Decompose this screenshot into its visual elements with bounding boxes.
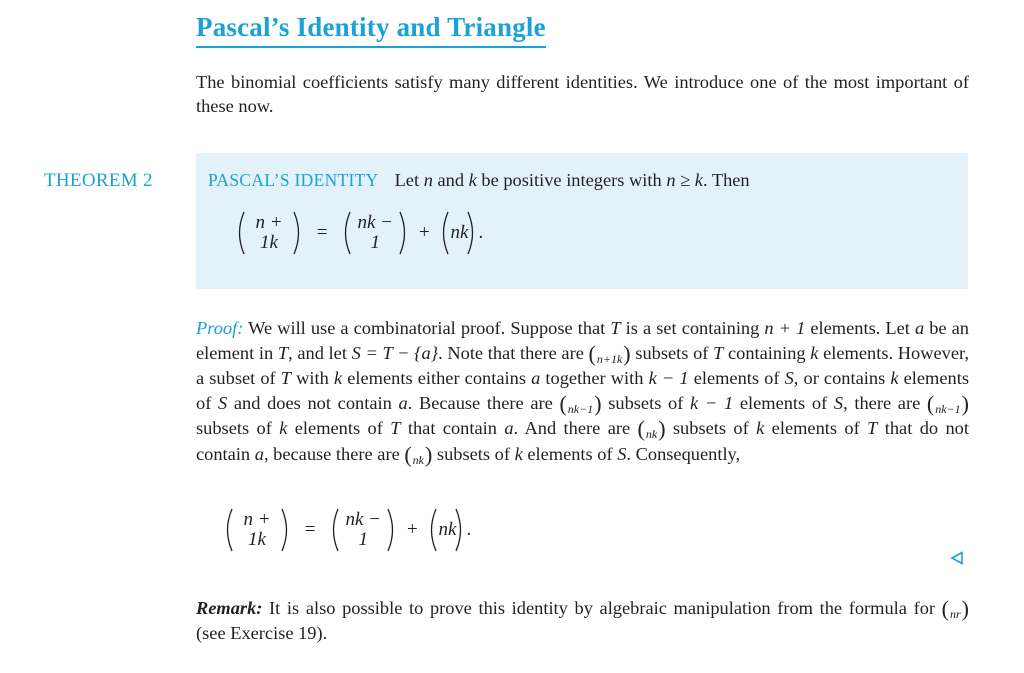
binomial-rhs xyxy=(450,222,469,244)
math-var: n xyxy=(423,170,433,190)
inline-binomial xyxy=(646,429,657,440)
equals-sign: = xyxy=(304,519,316,540)
binomial-bottom: k xyxy=(616,351,623,366)
binomial-bottom: k xyxy=(418,452,424,467)
math-var: a xyxy=(504,418,514,439)
binomial-lhs xyxy=(246,213,292,253)
binomial-top: n + 1 xyxy=(255,212,283,253)
math-var: S xyxy=(784,368,794,389)
binomial-top: n xyxy=(412,452,419,467)
binomial-top: n xyxy=(357,212,367,234)
theorem-name: PASCAL’S IDENTITY xyxy=(208,170,379,190)
math-var: a xyxy=(398,392,408,413)
proof-text: . Consequently, xyxy=(626,443,741,464)
plus-sign: + xyxy=(418,222,430,243)
proof-text: be an element in xyxy=(196,318,970,363)
binomial-top: n+1 xyxy=(596,351,617,366)
inline-binomial xyxy=(596,351,623,366)
proof-text: , because there are xyxy=(263,443,405,464)
math-var: k xyxy=(279,418,288,439)
left-paren-glyph: ( xyxy=(559,390,567,416)
math-expr: n + 1 xyxy=(764,318,806,338)
right-paren-icon xyxy=(454,507,466,553)
proof-text: containing xyxy=(723,342,811,363)
math-var: T xyxy=(277,342,289,363)
proof-text: . Because there are xyxy=(407,392,560,413)
binomial-bottom: k xyxy=(651,427,658,442)
end-of-proof-triangle-icon xyxy=(950,551,964,565)
right-paren-glyph: ) xyxy=(623,340,631,366)
math-var: T xyxy=(713,342,724,363)
right-paren-glyph: ) xyxy=(424,441,433,467)
binomial-top: n xyxy=(345,509,355,531)
theorem-text: . Then xyxy=(702,170,750,190)
proof-text: subsets of xyxy=(601,392,691,413)
left-paren-glyph: ( xyxy=(588,340,596,366)
proof-text: , or contains xyxy=(793,368,891,389)
proof-text: subsets of xyxy=(665,418,757,439)
binomial-bottom: r xyxy=(956,607,961,621)
left-paren-glyph: ( xyxy=(637,416,645,442)
math-var: k xyxy=(468,170,477,190)
left-paren-icon xyxy=(426,507,438,553)
proof-text: elements either contains xyxy=(342,368,532,389)
binomial-bottom: k−1 xyxy=(573,401,594,416)
math-var: k xyxy=(514,443,523,464)
math-var: k xyxy=(333,368,343,389)
binomial-mid xyxy=(340,510,386,550)
inline-binomial xyxy=(412,452,424,467)
math-var: k xyxy=(756,418,765,439)
math-var: T xyxy=(610,318,621,338)
equals-sign: = xyxy=(316,222,328,243)
proof-text: , there are xyxy=(843,392,927,413)
math-var: S xyxy=(833,392,844,413)
proof-text: subsets of xyxy=(432,443,515,464)
binomial-bottom: k xyxy=(269,232,278,253)
theorem-label: THEOREM 2 xyxy=(44,170,153,191)
binomial-bottom: k xyxy=(459,222,469,244)
section-title: Pascal’s Identity and Triangle xyxy=(196,12,546,48)
right-paren-icon xyxy=(292,210,304,256)
binomial-top: n xyxy=(935,401,942,416)
proof-text: elements of xyxy=(522,443,618,464)
proof-text: elements. However, a subset of xyxy=(196,342,970,389)
math-expr: k − 1 xyxy=(690,392,734,413)
proof-text: elements of xyxy=(287,418,391,439)
right-paren-glyph: ) xyxy=(658,416,666,442)
theorem-box xyxy=(196,153,968,289)
binomial-rhs xyxy=(438,519,457,541)
left-paren-icon xyxy=(234,210,246,256)
binomial-bottom: k xyxy=(257,529,266,550)
remark-paragraph xyxy=(196,596,969,645)
binomial-top: n xyxy=(567,401,574,416)
proof-text: elements. Let xyxy=(805,318,915,338)
right-paren-glyph: ) xyxy=(961,596,969,621)
proof-text: , and let xyxy=(288,342,352,363)
remark-text: It is also possible to prove this identity by algebraic manipulation from the formula for xyxy=(262,598,942,618)
binomial-bottom: k − 1 xyxy=(366,212,393,253)
plus-sign: + xyxy=(406,519,418,540)
theorem-text: be positive integers with xyxy=(476,170,667,190)
math-var: S xyxy=(218,392,228,413)
proof-text: subsets of xyxy=(630,342,714,363)
theorem-text: and xyxy=(432,170,469,190)
inline-binomial xyxy=(935,401,961,416)
left-paren-glyph: ( xyxy=(926,390,935,416)
binomial-top: n xyxy=(450,222,460,244)
binomial-lhs xyxy=(234,510,280,550)
equation-period: . xyxy=(466,519,472,540)
math-var: T xyxy=(867,418,878,439)
math-var: k xyxy=(810,342,819,363)
proof-text: and does not contain xyxy=(227,392,399,413)
binomial-bottom: k−1 xyxy=(941,401,961,416)
math-var: T xyxy=(280,368,292,389)
math-inequality: n ≥ k xyxy=(666,170,703,190)
binomial-top: n xyxy=(645,427,652,442)
proof-text: . Note that there are xyxy=(438,342,589,363)
intro-paragraph: The binomial coefficients satisfy many different identities. We introduce one of the most important of these now. xyxy=(196,72,969,116)
right-paren-icon xyxy=(280,507,292,553)
left-paren-glyph: ( xyxy=(404,441,412,467)
binomial-top: n xyxy=(438,519,448,541)
proof-text: elements of xyxy=(764,418,868,439)
proof-label: Proof: xyxy=(196,318,244,338)
math-var: a xyxy=(914,318,925,338)
left-paren-icon xyxy=(340,210,352,256)
math-var: S xyxy=(617,443,627,464)
proof-text: elements of xyxy=(196,368,969,413)
proof-text: elements of xyxy=(733,392,834,413)
binomial-top: n + 1 xyxy=(243,509,271,550)
binomial-bottom: k xyxy=(447,519,457,541)
proof-text: We will use a combinatorial proof. Suppose that xyxy=(243,318,611,338)
left-paren-icon xyxy=(328,507,340,553)
left-paren-glyph: ( xyxy=(941,596,949,621)
proof-text: together with xyxy=(540,368,649,389)
right-paren-icon xyxy=(466,210,478,256)
right-paren-icon xyxy=(386,507,398,553)
proof-paragraph xyxy=(196,316,969,468)
math-var: a xyxy=(254,443,264,464)
right-paren-glyph: ) xyxy=(594,390,602,416)
equation-period: . xyxy=(478,222,484,243)
theorem-statement xyxy=(208,170,750,191)
theorem-text: Let xyxy=(394,170,424,190)
math-expr: k − 1 xyxy=(648,368,689,389)
remark-text: (see Exercise 19). xyxy=(196,623,328,643)
math-var: a xyxy=(531,368,541,389)
proof-text: elements of xyxy=(688,368,785,389)
left-paren-icon xyxy=(438,210,450,256)
proof-text: subsets of xyxy=(196,418,280,439)
proof-text: is a set containing xyxy=(620,318,765,338)
proof-text: that do not contain xyxy=(196,418,969,464)
math-var: k xyxy=(890,368,899,389)
proof-equation xyxy=(222,507,471,553)
inline-binomial xyxy=(567,401,594,416)
binomial-top: n xyxy=(950,607,956,621)
math-expr: S = T − {a} xyxy=(351,342,439,363)
proof-text: . And there are xyxy=(513,418,638,439)
remark-label: Remark: xyxy=(196,598,263,618)
pascal-identity-equation xyxy=(234,210,483,256)
left-paren-icon xyxy=(222,507,234,553)
right-paren-icon xyxy=(398,210,410,256)
proof-text: that contain xyxy=(400,418,505,439)
binomial-mid xyxy=(352,213,398,253)
inline-binomial xyxy=(950,609,961,620)
math-var: T xyxy=(390,418,401,439)
proof-text: with xyxy=(291,368,334,389)
right-paren-glyph: ) xyxy=(961,390,969,416)
binomial-bottom: k − 1 xyxy=(354,509,381,550)
